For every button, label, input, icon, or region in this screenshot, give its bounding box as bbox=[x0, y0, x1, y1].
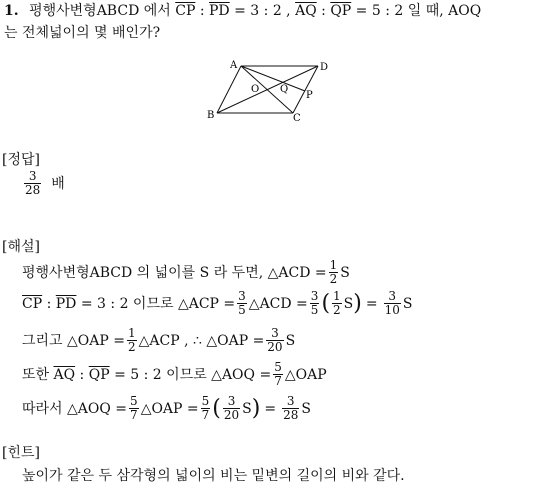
vertex-label-d: D bbox=[320, 62, 329, 73]
problem-line-2: 는 전체넓이의 몇 배인가? bbox=[4, 25, 161, 41]
point-label-q: Q bbox=[280, 84, 289, 95]
hint-header: [힌트] bbox=[2, 445, 40, 461]
vertex-label-c: C bbox=[293, 113, 301, 124]
solution-header: [해설] bbox=[2, 239, 40, 255]
segment-aq: $\overline{AQ}$ bbox=[295, 3, 317, 19]
answer-unit: 배 bbox=[51, 175, 65, 192]
segment-cp: $\overline{CP}$ bbox=[175, 3, 196, 19]
problem-number: 1. bbox=[4, 3, 19, 19]
vertex-label-b: B bbox=[207, 110, 215, 121]
segment-pd: $\overline{PD}$ bbox=[209, 3, 230, 19]
answer-value bbox=[22, 170, 65, 197]
point-label-p: P bbox=[306, 90, 313, 101]
solution-line-4: 또한 $\overline{AQ}$ : $\overline{QP}$ = 5 : 2 이므로 △AOQ = $\frac{5}{7}$ △OAP bbox=[22, 360, 327, 388]
solution-line-2: $\overline{CP}$ : $\overline{PD}$ = 3 : 2 이므로 △ACP = $\frac{3}{5}$ △ACD = $\frac{3}{5}$ ( $\frac{1}{2}$ S ) = $\frac{3}{10}$ S bbox=[22, 289, 413, 317]
point-label-o: O bbox=[251, 84, 260, 95]
problem-line-1: 1. 평행사변형ABCD 에서 $\overline{CP}$ : $\overline{PD} = 3$ : 2 , $\overline{AQ}$ : $\overline{QP} = 5$ : 2 일 때, AOQ bbox=[4, 3, 482, 19]
segment-qp: $\overline{QP}$ bbox=[330, 3, 352, 19]
solution-line-1: 평행사변형ABCD 의 넓이를 S 라 두면, △ACD = $\frac{1}{2}$ S bbox=[22, 258, 350, 286]
solution-line-3: 그리고 △OAP = $\frac{1}{2}$ △ACP , ∴ △OAP = $\frac{3}{20}$ S bbox=[22, 326, 296, 354]
answer-header: [정답] bbox=[2, 152, 40, 168]
hint-text: 높이가 같은 두 삼각형의 넓이의 비는 밑변의 길이의 비와 같다. bbox=[22, 468, 405, 484]
vertex-label-a: A bbox=[230, 60, 238, 71]
answer-fraction: $\frac{3}{28}$ bbox=[25, 169, 41, 197]
solution-line-5: 따라서 △AOQ = $\frac{5}{7}$ △OAP = $\frac{5}{7}$ ( $\frac{3}{20}$ S ) = $\frac{3}{28}$ S bbox=[22, 394, 311, 422]
